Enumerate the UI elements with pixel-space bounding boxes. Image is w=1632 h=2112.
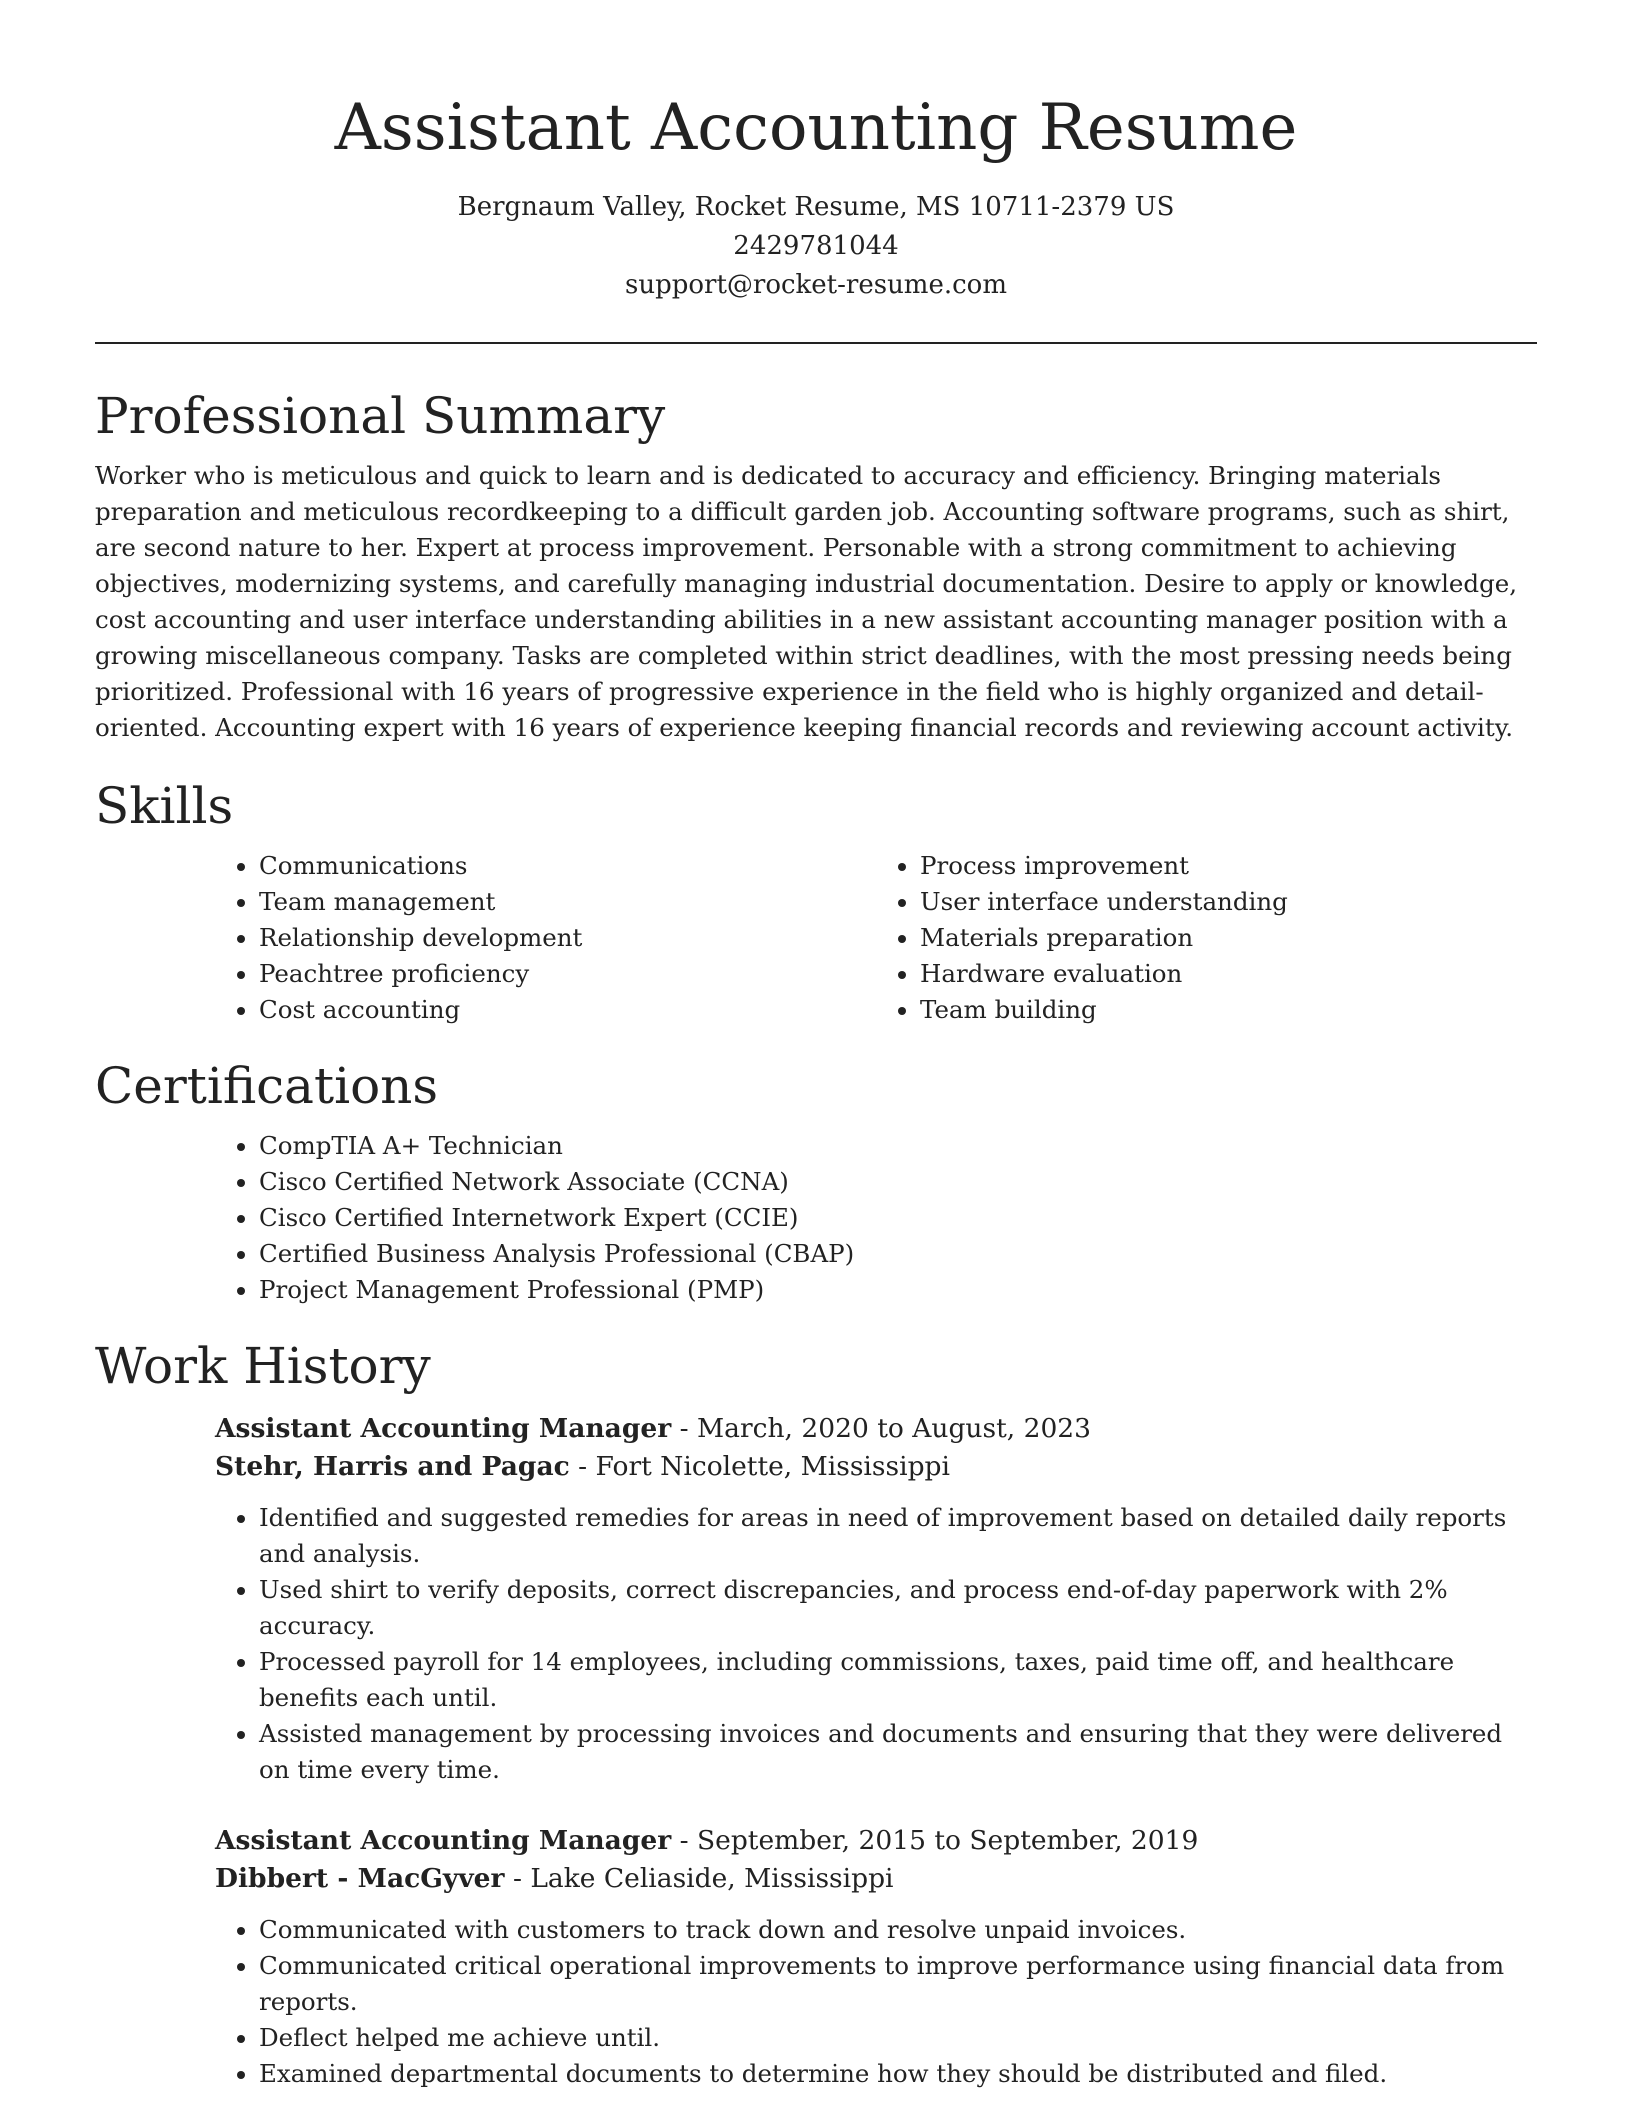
skill-item: • Team management <box>259 884 876 920</box>
job-title-line <box>215 1822 1537 1860</box>
certification-item: • Project Management Professional (PMP) <box>259 1272 1537 1308</box>
work-history-section <box>95 1334 1537 2092</box>
resume-title: Assistant Accounting Resume <box>334 91 1298 165</box>
job-title-line <box>215 1410 1537 1448</box>
summary-text: Worker who is meticulous and quick to learn and is dedicated to accuracy and efficiency. Bringing materials preparation and meticulous recordkeeping to a difficult garden job. Accounting software programs, such as shirt, are second nature to her. Expert at process improvement. Personable with a strong commitment to achieving objectives, modernizing systems, and carefully managing industrial documentation. Desire to apply or knowledge, cost accounting and user interface understanding abilities in a new assistant accounting manager position with a growing miscellaneous company. Tasks are completed within strict deadlines, with the most pressing needs being prioritized. Professional with 16 years of progressive experience in the field who is highly organized and detail-oriented. Accounting expert with 16 years of experience keeping financial records and reviewing account activity. <box>95 461 1518 742</box>
certifications-list <box>215 1128 1537 1308</box>
job-bullet: • Communicated with customers to track down and resolve unpaid invoices. <box>259 1912 1537 1948</box>
contact-phone: 2429781044 <box>733 231 899 261</box>
job-bullet: • Assisted management by processing invoices and documents and ensuring that they were delivered on time every time. <box>259 1716 1537 1788</box>
job-bullets <box>215 1500 1537 1788</box>
job-dates: - March, 2020 to August, 2023 <box>671 1413 1092 1444</box>
job-bullet: • Processed payroll for 14 employees, including commissions, taxes, paid time off, and healthcare benefits each until. <box>259 1644 1537 1716</box>
job-company: Dibbert - MacGyver <box>215 1863 505 1894</box>
certification-item: • CompTIA A+ Technician <box>259 1128 1537 1164</box>
job-title: Assistant Accounting Manager <box>215 1413 672 1444</box>
job-entry <box>215 1410 1537 1788</box>
job-dates: - September, 2015 to September, 2019 <box>671 1825 1199 1856</box>
contact-block <box>95 188 1537 305</box>
job-bullet: • Examined departmental documents to determine how they should be distributed and filed. <box>259 2056 1537 2092</box>
certification-item: • Cisco Certified Network Associate (CCNA) <box>259 1164 1537 1200</box>
certifications-heading: Certifications <box>95 1057 439 1115</box>
job-bullet: • Deflect helped me achieve until. <box>259 2020 1537 2056</box>
work-history-heading: Work History <box>95 1337 431 1395</box>
certification-item: • Cisco Certified Internetwork Expert (CCIE) <box>259 1200 1537 1236</box>
certification-item: • Certified Business Analysis Professional (CBAP) <box>259 1236 1537 1272</box>
summary-section <box>95 384 1537 746</box>
skills-section <box>95 774 1537 1028</box>
skill-item: • Hardware evaluation <box>920 956 1537 992</box>
contact-email: support@rocket-resume.com <box>624 270 1007 300</box>
contact-address: Bergnaum Valley, Rocket Resume, MS 10711-2379 US <box>457 192 1175 222</box>
skill-item: • User interface understanding <box>920 884 1537 920</box>
skill-item: • Materials preparation <box>920 920 1537 956</box>
skills-list <box>215 848 1537 1028</box>
skills-column-left <box>215 848 876 1028</box>
skill-item: • Communications <box>259 848 876 884</box>
job-bullet: • Identified and suggested remedies for areas in need of improvement based on detailed daily reports and analysis. <box>259 1500 1537 1572</box>
resume-header <box>95 0 1537 305</box>
skill-item: • Relationship development <box>259 920 876 956</box>
skill-item: • Team building <box>920 992 1537 1028</box>
job-location: - Lake Celiaside, Mississippi <box>504 1863 894 1894</box>
certifications-section <box>95 1054 1537 1308</box>
job-entry <box>215 1822 1537 2092</box>
job-title: Assistant Accounting Manager <box>215 1825 672 1856</box>
job-company-line <box>215 1860 1537 1898</box>
skill-item: • Peachtree proficiency <box>259 956 876 992</box>
header-divider <box>95 342 1537 344</box>
skill-item: • Process improvement <box>920 848 1537 884</box>
skills-column-right <box>876 848 1537 1028</box>
job-company-line <box>215 1448 1537 1486</box>
job-bullet: • Communicated critical operational improvements to improve performance using financial data from reports. <box>259 1948 1537 2020</box>
summary-heading: Professional Summary <box>95 387 666 445</box>
job-company: Stehr, Harris and Pagac <box>215 1451 570 1482</box>
job-bullet: • Used shirt to verify deposits, correct discrepancies, and process end-of-day paperwork with 2% accuracy. <box>259 1572 1537 1644</box>
job-location: - Fort Nicolette, Mississippi <box>569 1451 950 1482</box>
skills-heading: Skills <box>95 777 234 835</box>
skill-item: • Cost accounting <box>259 992 876 1028</box>
job-bullets <box>215 1912 1537 2092</box>
